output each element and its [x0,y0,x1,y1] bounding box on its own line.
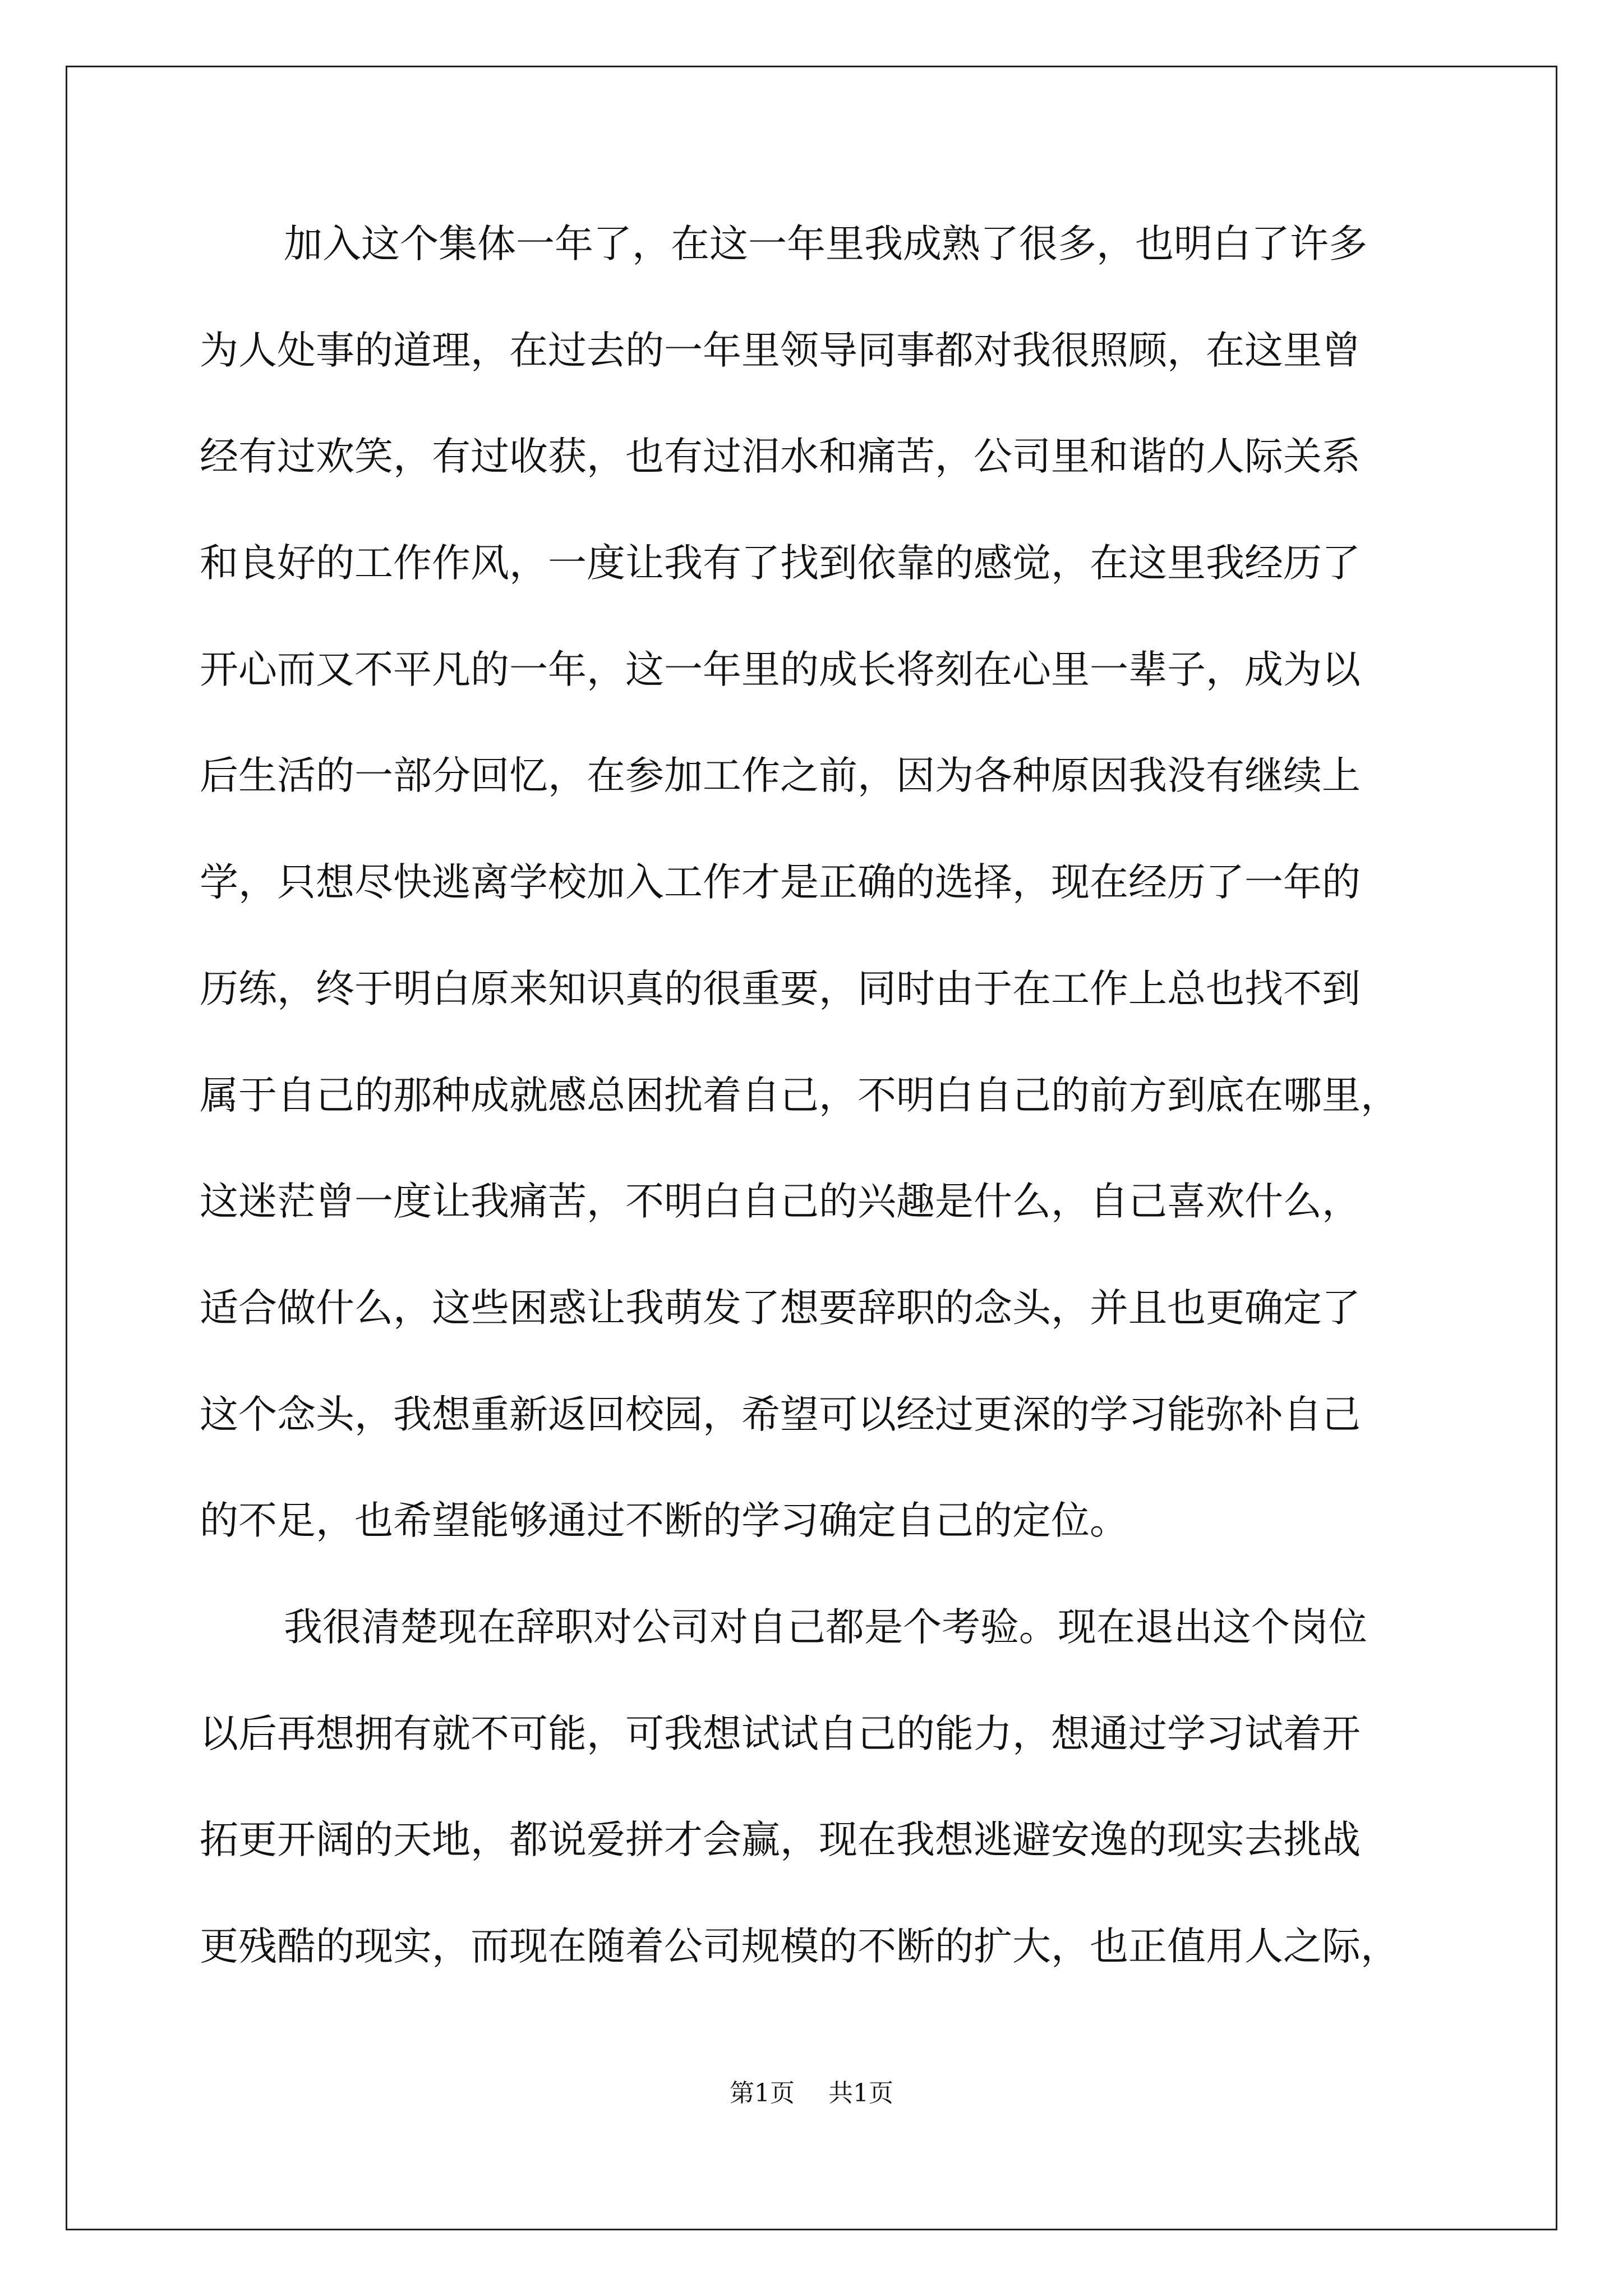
paragraph-1-line-10: 这迷茫曾一度让我痛苦，不明白自己的兴趣是什么，自己喜欢什么， [200,1179,1361,1225]
paragraph-2-line-3: 拓更开阔的天地，都说爱拼才会赢，现在我想逃避安逸的现实去挑战 [200,1818,1361,1863]
paragraph-1-line-5: 开心而又不平凡的一年，这一年里的成长将刻在心里一辈子，成为以 [200,647,1361,692]
paragraph-1-line-3: 经有过欢笑，有过收获，也有过泪水和痛苦，公司里和谐的人际关系 [200,434,1361,480]
paragraph-2-line-2: 以后再想拥有就不可能，可我想试试自己的能力，想通过学习试着开 [200,1711,1361,1756]
paragraph-1-line-12: 这个念头，我想重新返回校园，希望可以经过更深的学习能弥补自己 [200,1392,1361,1437]
page-total: 共1页 [828,2079,893,2108]
paragraph-1-line-13: 的不足，也希望能够通过不断的学习确定自己的定位。 [200,1498,1128,1544]
page-number: 第1页 [730,2079,795,2108]
paragraph-1-line-7: 学，只想尽快逃离学校加入工作才是正确的选择，现在经历了一年的 [200,860,1361,905]
paragraph-1-line-8: 历练，终于明白原来知识真的很重要，同时由于在工作上总也找不到 [200,966,1361,1011]
paragraph-1-line-1: 加入这个集体一年了，在这一年里我成熟了很多，也明白了许多 [284,222,1367,266]
document-body [200,216,1428,2025]
paragraph-1-line-6: 后生活的一部分回忆，在参加工作之前，因为各种原因我没有继续上 [200,753,1361,799]
paragraph-2-line-1: 我很清楚现在辞职对公司对自己都是个考验。现在退出这个岗位 [284,1604,1367,1650]
paragraph-2-line-4: 更残酷的现实，而现在随着公司规模的不断的扩大，也正值用人之际， [200,1924,1399,1969]
paragraph-1-line-4: 和良好的工作作风，一度让我有了找到依靠的感觉，在这里我经历了 [200,541,1361,586]
paragraph-1-line-2: 为人处事的道理，在过去的一年里领导同事都对我很照顾，在这里曾 [200,328,1361,373]
page-footer [0,2077,1623,2110]
paragraph-1-line-9: 属于自己的那种成就感总困扰着自己，不明白自己的前方到底在哪里， [200,1073,1399,1118]
paragraph-1-line-11: 适合做什么，这些困惑让我萌发了想要辞职的念头，并且也更确定了 [200,1285,1361,1331]
